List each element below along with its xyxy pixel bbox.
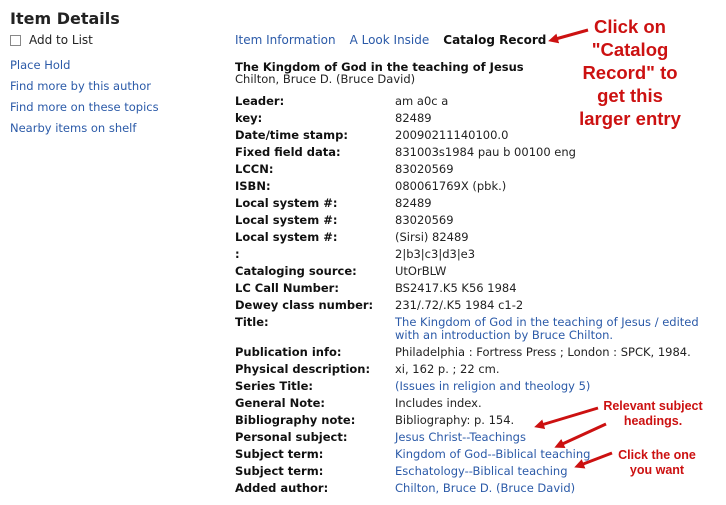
field-value: UtOrBLW — [395, 264, 447, 278]
field-label: : — [235, 247, 240, 261]
subject-term-arrow-2 — [578, 453, 612, 466]
field-label: Subject term: — [235, 464, 324, 478]
page-title: Item Details — [10, 9, 120, 28]
field-value: 83020569 — [395, 162, 454, 176]
record-title: The Kingdom of God in the teaching of Jesus — [235, 60, 524, 74]
field-label: Added author: — [235, 481, 329, 495]
field-label: Physical description: — [235, 362, 371, 376]
find-more-author-link[interactable]: Find more by this author — [10, 79, 151, 93]
field-label: Dewey class number: — [235, 298, 374, 312]
field-label: Date/time stamp: — [235, 128, 348, 142]
tab-a-look-inside[interactable]: A Look Inside — [349, 33, 430, 47]
field-value: Includes index. — [395, 396, 482, 410]
field-value: (Sirsi) 82489 — [395, 230, 469, 244]
field-value: 20090211140100.0 — [395, 128, 509, 142]
field-label: Series Title: — [235, 379, 313, 393]
field-value: 831003s1984 pau b 00100 eng — [395, 145, 576, 159]
field-label: Local system #: — [235, 196, 338, 210]
series-title-link[interactable]: (Issues in religion and theology 5) — [395, 379, 591, 393]
field-value: 2|b3|c3|d3|e3 — [395, 247, 476, 261]
subject-term-arrow-1 — [558, 424, 606, 446]
added-author-link[interactable]: Chilton, Bruce D. (Bruce David) — [395, 481, 576, 495]
field-value: Philadelphia : Fortress Press ; London : SPCK, 1984. — [395, 345, 691, 359]
nearby-items-link[interactable]: Nearby items on shelf — [10, 121, 137, 135]
field-label: Cataloging source: — [235, 264, 357, 278]
place-hold-link[interactable]: Place Hold — [10, 58, 71, 72]
field-value: 82489 — [395, 196, 432, 210]
tab-catalog-record[interactable]: Catalog Record — [443, 33, 547, 47]
personal-subject-arrow — [538, 408, 598, 426]
subject-headings-annotation: Relevant subject headings. — [603, 399, 703, 428]
field-value: am a0c a — [395, 94, 449, 108]
record-author: Chilton, Bruce D. (Bruce David) — [235, 72, 416, 86]
field-label: Leader: — [235, 94, 285, 108]
personal-subject-link[interactable]: Jesus Christ--Teachings — [395, 430, 526, 444]
field-label: Personal subject: — [235, 430, 348, 444]
catalog-record-annotation: Click on "Catalog Record" to get this larger entry — [579, 16, 681, 129]
subject-term-link-eschatology[interactable]: Eschatology--Biblical teaching — [395, 464, 568, 478]
field-label: General Note: — [235, 396, 326, 410]
field-label: Local system #: — [235, 230, 338, 244]
field-value: xi, 162 p. ; 22 cm. — [395, 362, 500, 376]
field-value: 82489 — [395, 111, 432, 125]
click-annotation: Click the one you want — [618, 448, 696, 477]
field-value: BS2417.K5 K56 1984 — [395, 281, 517, 295]
field-label: Publication info: — [235, 345, 342, 359]
catalog-record-arrow — [552, 30, 588, 40]
subject-term-link-kingdom[interactable]: Kingdom of God--Biblical teaching — [395, 447, 591, 461]
tab-item-information[interactable]: Item Information — [235, 33, 336, 47]
field-value: 83020569 — [395, 213, 454, 227]
field-value: 231/.72/.K5 1984 c1-2 — [395, 298, 524, 312]
title-link[interactable]: The Kingdom of God in the teaching of Jesus / edited with an introduction by Bruce Chilton. — [395, 315, 699, 342]
field-label: Local system #: — [235, 213, 338, 227]
add-to-list-label: Add to List — [29, 33, 93, 47]
field-value: 080061769X (pbk.) — [395, 179, 507, 193]
field-label: Title: — [235, 315, 269, 329]
field-label: LCCN: — [235, 162, 274, 176]
field-label: ISBN: — [235, 179, 271, 193]
field-value: Bibliography: p. 154. — [395, 413, 515, 427]
find-more-topics-link[interactable]: Find more on these topics — [10, 100, 159, 114]
field-label: Bibliography note: — [235, 413, 356, 427]
field-label: Subject term: — [235, 447, 324, 461]
field-label: key: — [235, 111, 263, 125]
field-label: LC Call Number: — [235, 281, 339, 295]
field-label: Fixed field data: — [235, 145, 341, 159]
